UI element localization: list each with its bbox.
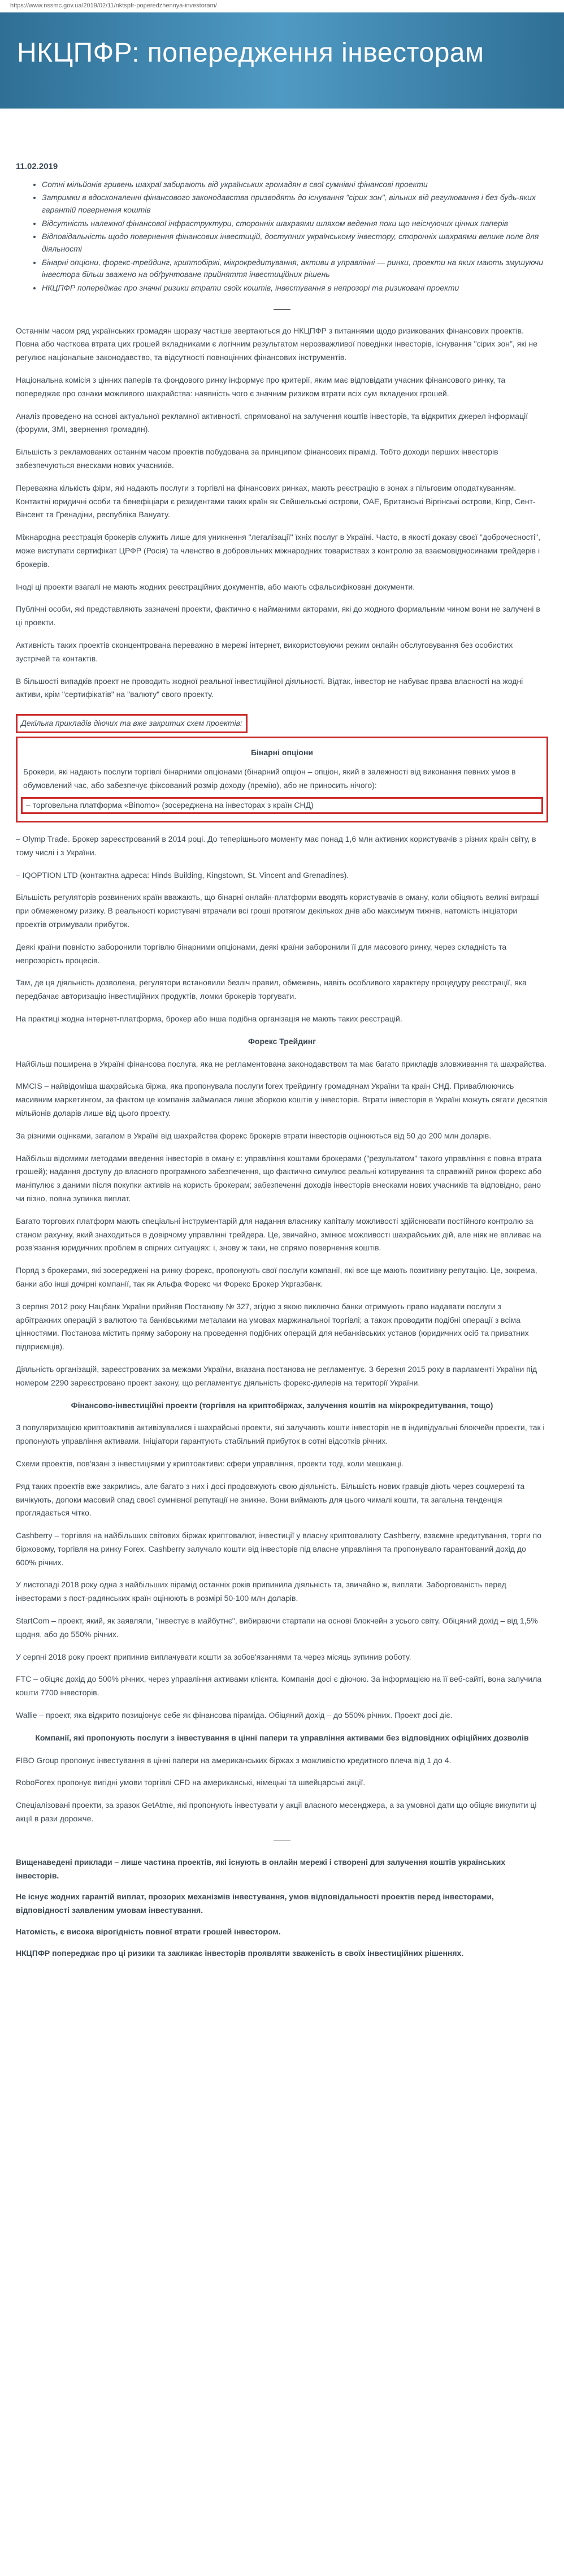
article-date: 11.02.2019 — [16, 162, 58, 171]
binary-options-title: Бінарні опціони — [250, 748, 314, 757]
separator — [274, 309, 290, 310]
paragraph: Останнім часом ряд українських громадян щоразу частіше звертаються до НКЦПФР з питаннями щодо ризикованих фінансових проектів. Повна або часткова втрата цих грошей вкладниками є логічним результатом нерозважливої поведінки інвесторів, існування "сірих зон", які не регулює національне законодавство, та відсутності повноцінних фінансових інструментів. — [16, 326, 537, 362]
summary-list — [42, 179, 548, 295]
paragraph: Поряд з брокерами, які зосереджені на ринку форекс, пропонують свої послуги компанії, які все ще мають позитивну репутацію. Це, зокрема, банки або інші дочірні компанії, так як Альфа Форекс чи Форекс Брокер Укргазбанк. — [16, 1266, 537, 1288]
paragraph: StartCom – проект, який, як заявляли, "інвестує в майбутнє", вибираючи стартапи на основі блокчейн з усього світу. Обіцяний дохід – від 1,5% щодня, або до 550% річних. — [16, 1616, 538, 1639]
paragraph: Аналіз проведено на основі актуальної рекламної активності, спрямованої на залучення коштів інвесторів, та відкритих джерел інформації (форуми, ЗМІ, звернення громадян). — [16, 411, 528, 434]
paragraph: RoboForex пропонує вигідні умови торгівлі CFD на американські, німецькі та швейцарські акції. — [16, 1778, 366, 1787]
companies-title: Компанії, які пропонують послуги з інвестування в цінні папери та управління активами без відповідних офіційних дозволів — [35, 1733, 529, 1742]
paragraph: Деякі країни повністю заборонили торгівлю бінарними опціонами, деякі країни заборонили її для масового ринку, через складність та непрозорість процесів. — [16, 942, 507, 965]
paragraph: Схеми проектів, пов'язані з інвестиціями у криптоактиви: сфери управління, проекти тоді, коли мешканці. — [16, 1458, 404, 1468]
paragraph: Там, де ця діяльність дозволена, регулятори встановили безліч правил, обмежень, навіть особливого характеру процедуру реєстрації, яка передбачає авторизацію інвестиційних продуктів, ломки брокерів торгувати. — [16, 978, 527, 1001]
paragraph: FIBO Group пропонує інвестування в цінні папери на американських біржах з можливістю кредитного плеча від 1 до 4. — [16, 1755, 452, 1765]
paragraph: Іноді ці проекти взагалі не мають жодних реєстраційних документів, або мають сфальсифіковані документи. — [16, 582, 415, 591]
crypto-section — [16, 1421, 548, 1722]
paragraph: MMCIS – найвідоміша шахрайська біржа, яка пропонувала послуги forex трейдингу громадянам України та країн СНД. Приваблюючись масивним маркетингом, за фактом це компанія займалася лише зборкою коштів у інвесторів. Втрати інвесторів в Україні можуть сягати десятків мільйонів доларів лише від цього проекту. — [16, 1081, 548, 1118]
conclusion-paragraph: Вищенаведені приклади – лише частина проектів, які існують в онлайн мережі і створені для залучення коштів українських інвесторів. — [16, 1857, 506, 1880]
paragraph: З популяризацією криптоактивів активізувалися і шахрайські проекти, які залучають кошти інвесторів не в індивідуальні блокчейн проекти, так і пропонують управління активами. Ініціатори гарантують стабільний прибуток в сотні відсотків річних. — [16, 1423, 545, 1446]
binary-section — [16, 833, 548, 1026]
paragraph: – Olymp Trade. Брокер зареєстрований в 2014 році. До теперішнього моменту має понад 1,6 млн активних користувачів з різних країн світу, в тому числі і з України. — [16, 834, 536, 857]
paragraph: У листопаді 2018 року одна з найбільших пірамід останніх років припинила діяльність та, звичайно ж, виплати. Заборгованість перед інвесторами з пост-радянських країн оцінюють в розмірі 50-100 млн доларів. — [16, 1580, 506, 1603]
companies-section — [16, 1754, 548, 1826]
page-banner — [0, 12, 564, 109]
conclusion-paragraph: Натомість, є висока вірогідність повної втрати грошей інвестором. — [16, 1927, 281, 1937]
forex-title: Форекс Трейдинг — [248, 1036, 316, 1046]
page-title: НКЦПФР: попередження інвесторам — [17, 38, 484, 68]
paragraph: На практиці жодна інтернет-платформа, брокер або інша подібна організація не мають таких реєстрацій. — [16, 1014, 402, 1023]
binary-options-text: Брокери, які надають послуги торгівлі бінарними опціонами (бінарний опціон – опціон, який в залежності від виконання певних умов в обумовлений час, або забезпечує фіксований розмір доходу (премію), або не приносить нічого): — [23, 767, 516, 790]
paragraph: – IQOPTION LTD (контактна адреса: Hinds Building, Kingstown, St. Vincent and Grenadines). — [16, 870, 349, 880]
paragraph: В більшості випадків проект не проводить жодної реальної інвестиційної діяльності. Відтак, інвестор не набуває права власності на жодні активи, крім "сертифікатів" на "валюту" свого проекту. — [16, 676, 523, 699]
paragraph: Ряд таких проектів вже закрились, але багато з них і досі продовжують свою діяльність. Більшість нових гравців діють через соцмережі та вичікують, допоки масовий спад своєї сумнівної репутації не зникне. Вони виймають для цього чималі кошти, та загальна тенденція проглядається чітко. — [16, 1481, 525, 1518]
examples-intro: Декілька прикладів діючих та вже закритих схем проектів: — [16, 714, 248, 733]
binomo-platform: – торговельна платформа «Binomo» (зосереджена на інвесторах з країн СНД) — [21, 797, 543, 814]
summary-item: • НКЦПФР попереджає про значні ризики втрати своїх коштів, інвестування в непрозорі та ризиковані проекти — [42, 282, 548, 295]
paragraph: Більшість з рекламованих останнім часом проектів побудована за принципом фінансових пірамід. Тобто доходи перших інвесторів забезпечуються внесками нових учасників. — [16, 447, 498, 470]
paragraph: У серпні 2018 року проект припинив виплачувати кошти за зобов'язаннями та через місяць зупинив роботу. — [16, 1652, 411, 1661]
summary-item: • Відсутність належної фінансової інфраструктури, сторонніх шахраями шляхом ведення поки що неіснуючих цінних паперів — [42, 218, 548, 230]
crypto-title: Фінансово-інвестиційні проекти (торгівля на криптобіржах, залучення коштів на мікрокредитування, тощо) — [71, 1400, 493, 1410]
summary-item: • Бінарні опціони, форекс-трейдинг, криптобіржі, мікрокредитування, активи в управлінні — ринки, проекти на яких мають змушуючи інвестора більш зважено на обґрунтоване прийняття інвестиційних рішень — [42, 257, 548, 281]
summary-item: • Сотні мільйонів гривень шахраї забирають від українських громадян в свої сумнівні фінансові проекти — [42, 179, 548, 191]
paragraph: Багато торгових платформ мають спеціальні інструментарій для надання власнику капіталу можливості здійснювати постійного контролю за станом рахунку, який знаходиться в довірчому управлінні трейдера. Це, звичайно, змінює можливості шахрайських дій, але ніяк не впливає на розв'язання юридичних проблем в спірних ситуаціях: і, знову ж таки, не спрямо повернення коштів. — [16, 1216, 541, 1253]
forex-section — [16, 1058, 548, 1390]
paragraph: Більшість регуляторів розвинених країн вважають, що бінарні онлайн-платформи вводять користувачів в оману, коли обіцяють великі виграші при обмеженому ризику. В реальності користувачі втрачали всі гроші протягом декількох днів або максимум тижнів, натомість ініціатори проектів отримували прибуток. — [16, 893, 539, 929]
summary-item: • Відповідальність щодо повернення фінансових інвестицій, доступних українському інвестору, сторонніх шахраями велике поле для діяльності — [42, 231, 548, 255]
paragraph: Міжнародна реєстрація брокерів служить лише для уникнення "легалізації" їхніх послуг в Україні. Часто, в якості доказу своєї "доброчесності", може виступати сертифікат ЦРФР (Росія) та членство в добровільних міжнародних товариствах з контролю за взаємовідносинами трейдерів і брокерів. — [16, 532, 541, 569]
paragraph: Спеціалізовані проекти, за зразок GetAtme, які пропонують інвестувати у акції власного месенджера, а за умовної дати що обіцяє викупити ці акції в рази дорожче. — [16, 1800, 537, 1824]
paragraph: Найбільш відомими методами введення інвесторів в оману є: управління коштами брокерами ("результатом" такого управління є повна втрата грошей); надання доступу до власного програмного забезпечення, що фактично симулює реальні котирування та справжній ринок форекс або маніпулює з даними після покупки активів на користь брокерам; забезпеченні доходів інвесторів внесками нових учасників та відповідно, рано чи пізно, повна зупинка виплат. — [16, 1153, 542, 1203]
summary-item: • Затримки в вдосконаленні фінансового законодавства призводять до існування "сірих зон", вільних від регулювання і без будь-яких гарантій повернення коштів — [42, 192, 548, 216]
paragraph: Cashberry – торгівля на найбільших світових біржах криптовалют, інвестиції у власну криптовалюту Cashberry, взаємне кредитування, торги по біржовому, торгівля на ринку Forex. Cashberry залучало кошти від інвесторів під власне управління та пропонувало гарантований дохід до 600% річних. — [16, 1531, 542, 1567]
paragraph: Переважна кількість фірм, які надають послуги з торгівлі на фінансових ринках, мають реєстрацію в зонах з пільговим оподаткуванням. Контактні юридичні особи та бенефіціари є резидентами таких країн як Сейшельські острови, ОАЕ, Британські Віргінські острови, Кіпр, Сент-Вінсент та Гренадіни, республіка Вануату. — [16, 483, 536, 519]
paragraph: Wallie – проект, яка відкрито позиціонує себе як фінансова піраміда. Обіцяний дохід – до 550% річних. Проект досі діє. — [16, 1711, 453, 1720]
paragraph: Національна комісія з цінних паперів та фондового ринку інформує про критерії, яким має відповідати учасник фінансового ринку, та попереджає про ознаки можливого шахрайства: наявність чого є значним ризиком втрати всіх сум вкладених грошей. — [16, 375, 506, 398]
conclusion-paragraph: НКЦПФР попереджає про ці ризики та закликає інвесторів проявляти зваженість в своїх інвестиційних рішеннях. — [16, 1948, 464, 1958]
conclusion-paragraph: Не існує жодних гарантій виплат, прозорих механізмів інвестування, умов відповідальності проектів перед інвесторами, відповідності заявленим умовам інвестування. — [16, 1892, 494, 1915]
paragraph: Діяльність організацій, зареєстрованих за межами України, вказана постанова не регламентує. З березня 2015 року в парламенті України під номером 2290 зареєстровано проект закону, що регламентує діяльність форекс-дилерів на території України. — [16, 1364, 537, 1387]
paragraph: FTC – обіцяє дохід до 500% річних, через управління активами клієнта. Компанія досі є діючою. За інформацією на її веб-сайті, вона залучила кошти 7700 інвесторів. — [16, 1674, 542, 1698]
paragraph: За різними оцінками, загалом в Україні від шахрайства форекс брокерів втрати інвесторів оцінюються від 50 до 200 млн доларів. — [16, 1131, 492, 1140]
paragraph: 3 серпня 2012 року Нацбанк України прийняв Постанову № 327, згідно з якою виключно банки отримують право надавати послуги з арбітражних операцій з валютою та банківськими металами на умовах маржинальної торгівлі; а також проводити подібні операції з всіма цінностями. Постанова містить пряму заборону на проведення подібних операцій для небанківських установ (юридичних осіб та приватних підприємців). — [16, 1301, 529, 1352]
conclusions — [16, 1856, 548, 1960]
binary-options-box — [16, 737, 548, 822]
intro-section — [16, 324, 548, 702]
paragraph: Публічні особи, які представляють зазначені проекти, фактично є найманими акторами, які до жодного формальним чином вони не залучені в ці проекти. — [16, 604, 540, 627]
url-bar[interactable]: https://www.nssmc.gov.ua/2019/02/11/nktspfr-poperedzhennya-investoram/ — [10, 2, 217, 9]
paragraph: Активність таких проектів сконцентрована переважно в мережі інтернет, використовуючи режим онлайн обслуговування без особистих зустрічей та контактів. — [16, 640, 513, 663]
paragraph: Найбільш поширена в Україні фінансова послуга, яка не регламентована законодавством та має багато прикладів зловживання та шахрайства. — [16, 1059, 546, 1068]
article-body — [0, 159, 564, 1960]
